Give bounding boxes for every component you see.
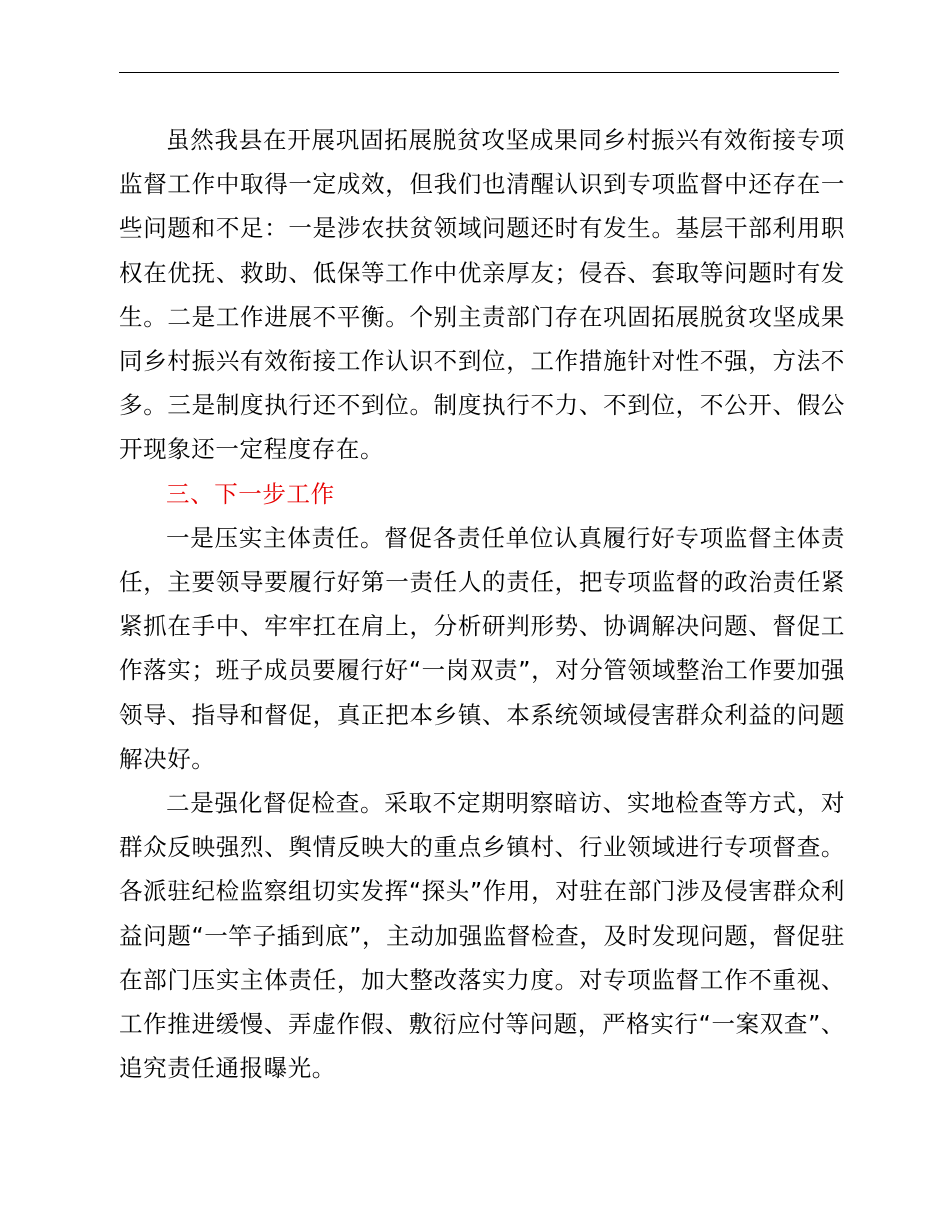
paragraph-supervision: 二是强化督促检查。采取不定期明察暗访、实地检查等方式，对群众反映强烈、舆情反映大的重点乡镇村、行业领域进行专项督查。各派驻纪检监察组切实发挥“探头”作用，对驻在部门涉及侵害群众利益问题“一竿子插到底”，主动加强监督检查，及时发现问题，督促驻在部门压实主体责任，加大整改落实力度。对专项监督工作不重视、工作推进缓慢、弄虚作假、敷衍应付等问题，严格实行“一案双查”、追究责任通报曝光。 <box>119 789 845 1083</box>
section-heading-next-steps: 三、下一步工作 <box>166 479 335 508</box>
document-body <box>119 118 845 1090</box>
paragraph-problems: 虽然我县在开展巩固拓展脱贫攻坚成果同乡村振兴有效衔接专项监督工作中取得一定成效，但我们也清醒认识到专项监督中还存在一些问题和不足：一是涉农扶贫领域问题还时有发生。基层干部利用职权在优抚、救助、低保等工作中优亲厚友；侵吞、套取等问题时有发生。二是工作进展不平衡。个别主责部门存在巩固拓展脱贫攻坚成果同乡村振兴有效衔接工作认识不到位，工作措施针对性不强，方法不多。三是制度执行还不到位。制度执行不力、不到位，不公开、假公开现象还一定程度存在。 <box>119 126 845 464</box>
header-rule <box>119 72 839 73</box>
paragraph-responsibility: 一是压实主体责任。督促各责任单位认真履行好专项监督主体责任，主要领导要履行好第一责任人的责任，把专项监督的政治责任紧紧抓在手中、牢牢扛在肩上，分析研判形势、协调解决问题、督促工作落实；班子成员要履行好“一岗双责”，对分管领域整治工作要加强领导、指导和督促，真正把本乡镇、本系统领域侵害群众利益的问题解决好。 <box>119 523 845 773</box>
